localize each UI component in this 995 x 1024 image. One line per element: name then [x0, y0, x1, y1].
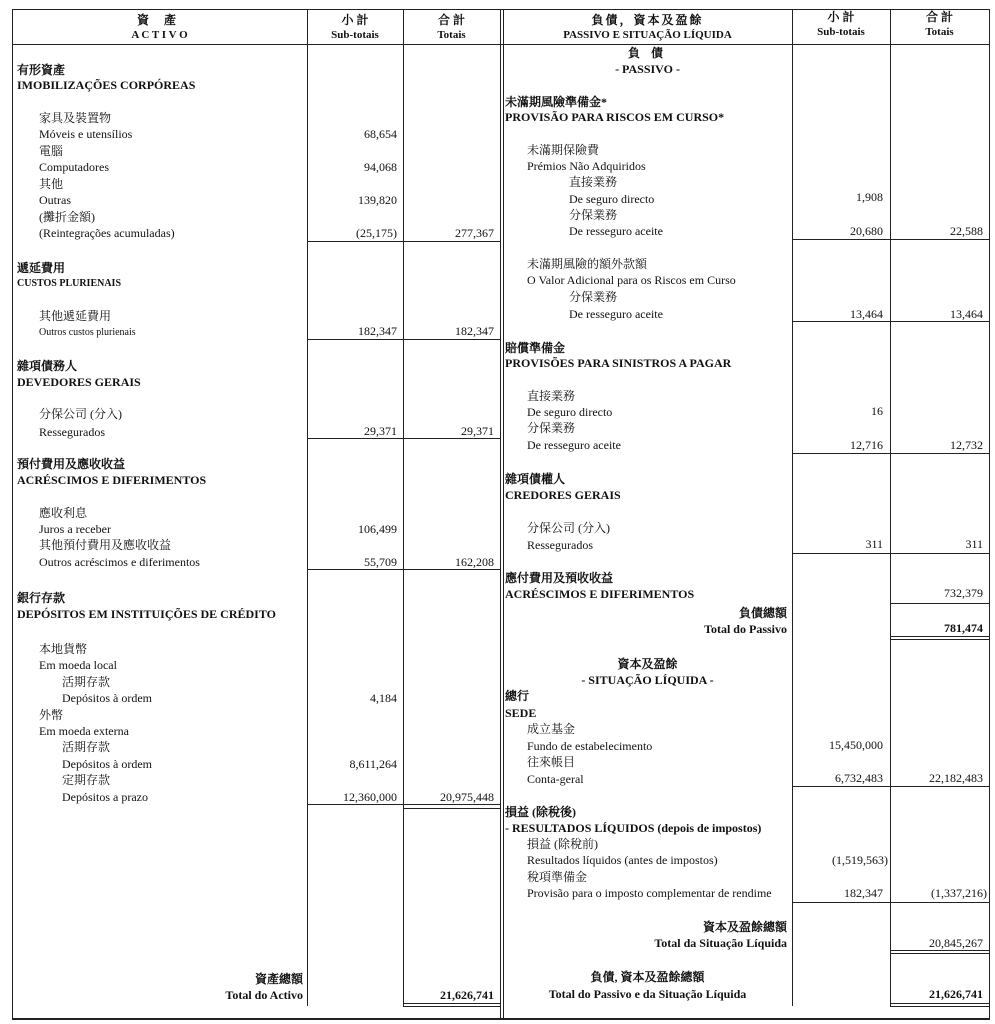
direct-1-zh: 直接業務: [569, 175, 618, 189]
demand-deposit-foreign-pt: Depósitos à ordem: [62, 757, 152, 771]
net-results-pt: - RESULTADOS LÍQUIDOS (depois de impostos): [505, 821, 762, 835]
furniture-pt: Móveis e utensílios: [39, 127, 133, 141]
sep: [792, 786, 989, 787]
net-results-total: (1,337,216): [931, 886, 987, 900]
depreciation-pt: (Reintegrações acumuladas): [39, 226, 175, 240]
establishment-fund-pt: Fundo de estabelecimento: [527, 739, 653, 753]
direct-3-zh: 直接業務: [527, 389, 576, 403]
creditors-reinsured-zh: 分保公司 (分入): [527, 521, 610, 535]
header-tot-zh-left: 合 計: [437, 13, 465, 27]
creditors-total: 311: [965, 537, 983, 551]
tax-provision-zh: 稅項準備金: [527, 870, 588, 884]
interest-zh: 應收利息: [39, 506, 88, 520]
interest-sub: 106,499: [358, 522, 397, 536]
total-assets-zh: 資產總額: [254, 972, 303, 986]
demand-deposit-local-zh: 活期存款: [62, 675, 111, 689]
sep: [403, 1006, 500, 1007]
center-divider-2: [503, 9, 504, 1019]
bank-deposits-total: 20,975,448: [440, 790, 494, 804]
net-results-zh: 損益 (除稅後): [505, 805, 576, 819]
border-left: [12, 9, 13, 1019]
header-tot-pt-right: Totais: [925, 26, 954, 38]
pretax-results-zh: 損益 (除稅前): [527, 837, 598, 851]
sep: [403, 808, 500, 809]
border-right: [989, 9, 990, 1019]
local-currency-pt: Em moeda local: [39, 658, 117, 672]
unexpired-risk-pt: PROVISÃO PARA RISCOS EM CURSO*: [505, 110, 725, 124]
time-deposit-sub: 12,360,000: [343, 790, 397, 804]
accepted-3-zh: 分保業務: [527, 421, 576, 435]
liabilities-zh: 負 債: [627, 46, 667, 60]
foreign-currency-pt: Em moeda externa: [39, 724, 129, 738]
accepted-2-sub: 13,464: [850, 307, 883, 321]
head-office-pt: SEDE: [505, 706, 537, 720]
accepted-2-zh: 分保業務: [569, 290, 618, 304]
sep: [890, 639, 989, 640]
header-assets-pt: A C T I V O: [131, 29, 188, 41]
sep: [890, 1003, 989, 1004]
accepted-3-pt: De resseguro aceite: [527, 438, 621, 452]
debtors-zh: 雜項債務人: [17, 359, 78, 373]
claims-pt: PROVISÕES PARA SINISTROS A PAGAR: [505, 356, 732, 370]
reinsured-pt: Ressegurados: [39, 425, 105, 439]
sep: [307, 339, 500, 340]
depreciation-sub: (25,175): [356, 226, 397, 240]
claims-total: 12,732: [950, 438, 983, 452]
bank-deposits-zh: 銀行存款: [17, 591, 66, 605]
left-col-sub: [307, 9, 308, 1006]
furniture-sub: 68,654: [364, 127, 397, 141]
sep: [307, 438, 500, 439]
grand-total-zh: 負債, 資本及盈餘總額: [590, 970, 705, 984]
accepted-1-zh: 分保業務: [569, 208, 618, 222]
other-accruals-sub: 55,709: [364, 555, 397, 569]
header-tot-zh-right: 合 計: [925, 10, 953, 24]
header-sub-zh-right: 小 計: [827, 10, 855, 24]
accruals-total: 162,208: [455, 555, 494, 569]
grand-total-pt: Total do Passivo e da Situação Líquida: [548, 987, 747, 1001]
debtors-total: 29,371: [461, 424, 494, 438]
local-currency-zh: 本地貨幣: [39, 642, 88, 656]
header-sub-pt-right: Sub-totais: [817, 26, 865, 38]
unexpired-risk-total: 22,588: [950, 224, 983, 238]
other-accruals-pt: Outros acréscimos e diferimentos: [39, 555, 200, 569]
total-equity-pt: Total da Situação Líquida: [654, 936, 787, 950]
current-account-pt: Conta-geral: [527, 772, 584, 786]
accrued-liab-pt: ACRÉSCIMOS E DIFERIMENTOS: [505, 587, 695, 601]
header-sub-zh-left: 小 計: [341, 13, 369, 27]
accrued-liab-zh: 應付費用及預收收益: [505, 571, 614, 585]
header-sub-pt-left: Sub-totais: [331, 29, 379, 41]
other-zh: 其他: [39, 177, 64, 191]
reinsured-zh: 分保公司 (分入): [39, 407, 122, 421]
computers-pt: Computadores: [39, 160, 109, 174]
reinsured-sub: 29,371: [364, 424, 397, 438]
creditors-pt: CREDORES GERAIS: [505, 488, 621, 502]
time-deposit-zh: 定期存款: [62, 773, 111, 787]
depreciation-zh: (攤折金額): [39, 210, 95, 224]
computers-sub: 94,068: [364, 160, 397, 174]
unexpired-risk-zh: 未滿期風險準備金*: [505, 95, 608, 109]
establishment-fund-sub: 15,450,000: [829, 738, 883, 752]
sep: [890, 953, 989, 954]
deferred-pt: CUSTOS PLURIENAIS: [17, 278, 122, 289]
unearned-premiums-zh: 未滿期保險費: [527, 143, 600, 157]
other-sub: 139,820: [358, 193, 397, 207]
total-liabilities-zh: 負債總額: [738, 606, 787, 620]
right-col-tot: [890, 9, 891, 1006]
additional-risk-total: 13,464: [950, 307, 983, 321]
demand-deposit-foreign-sub: 8,611,264: [349, 757, 397, 771]
direct-3-sub: 16: [871, 404, 883, 418]
sep: [403, 1003, 500, 1004]
additional-risk-zh: 未滿期風險的額外款額: [527, 257, 648, 271]
demand-deposit-local-pt: Depósitos à ordem: [62, 691, 152, 705]
center-divider: [500, 9, 501, 1019]
fixed-assets-pt: IMOBILIZAÇÕES CORPÓREAS: [17, 78, 196, 92]
total-assets-pt: Total do Activo: [225, 988, 303, 1002]
accruals-zh: 預付費用及應收收益: [17, 457, 126, 471]
creditors-reinsured-pt: Ressegurados: [527, 538, 593, 552]
sep: [792, 239, 989, 240]
pretax-results-pt: Resultados líquidos (antes de impostos): [527, 853, 718, 867]
accrued-liab-total: 732,379: [944, 586, 983, 600]
direct-1-sub: 1,908: [856, 190, 883, 204]
deferred-zh: 遞延費用: [17, 261, 66, 275]
bank-deposits-pt: DEPÓSITOS EM INSTITUIÇÕES DE CRÉDITO: [17, 607, 276, 621]
demand-deposit-foreign-zh: 活期存款: [62, 740, 111, 754]
sep: [890, 603, 989, 604]
left-col-tot: [403, 9, 404, 1006]
total-equity-zh: 資本及盈餘總額: [702, 920, 787, 934]
sep: [890, 636, 989, 637]
liabilities-pt: - PASSIVO -: [615, 62, 680, 76]
interest-pt: Juros a receber: [39, 522, 111, 536]
bottom-border: [12, 1018, 990, 1020]
current-account-zh: 往來帳目: [527, 755, 576, 769]
other-deferred-zh: 其他遞延費用: [39, 309, 112, 323]
sep: [307, 241, 500, 242]
claims-zh: 賠償準備金: [505, 341, 566, 355]
sep: [792, 902, 989, 903]
additional-risk-pt: O Valor Adicional para os Riscos em Curso: [527, 273, 736, 287]
creditors-reinsured-sub: 311: [865, 537, 883, 551]
establishment-fund-zh: 成立基金: [527, 722, 576, 736]
sep: [792, 321, 989, 322]
debtors-pt: DEVEDORES GERAIS: [17, 375, 141, 389]
head-office-zh: 總行: [505, 689, 530, 703]
accepted-1-sub: 20,680: [850, 224, 883, 238]
head-office-total: 22,182,483: [929, 771, 983, 785]
other-pt: Outras: [39, 193, 71, 207]
time-deposit-pt: Depósitos a prazo: [62, 790, 148, 804]
furniture-zh: 家具及裝置物: [39, 111, 112, 125]
header-liab-zh: 負債，資本及盈餘: [591, 13, 704, 27]
total-liabilities-pt: Total do Passivo: [704, 622, 787, 636]
total-liabilities: 781,474: [944, 621, 983, 635]
other-deferred-sub: 182,347: [358, 324, 397, 338]
accruals-pt: ACRÉSCIMOS E DIFERIMENTOS: [17, 473, 207, 487]
other-deferred-pt: Outros custos plurienais: [39, 327, 136, 338]
other-accruals-zh: 其他預付費用及應收收益: [39, 538, 172, 552]
grand-total: 21,626,741: [929, 987, 983, 1001]
total-assets: 21,626,741: [440, 988, 494, 1002]
direct-1-pt: De seguro directo: [569, 192, 655, 206]
tax-provision-pt: Provisão para o imposto complementar de rendime: [527, 886, 772, 900]
pretax-results-sub: (1,519,563): [832, 853, 888, 867]
tax-provision-sub: 182,347: [844, 886, 883, 900]
foreign-currency-zh: 外幣: [39, 708, 64, 722]
computers-zh: 電腦: [39, 144, 64, 158]
sep: [307, 804, 500, 805]
header-liab-pt: PASSIVO E SITUAÇÃO LÍQUIDA: [563, 29, 732, 41]
fixed-assets-total: 277,367: [455, 226, 494, 240]
accepted-1-pt: De resseguro aceite: [569, 224, 663, 238]
accepted-3-sub: 12,716: [850, 438, 883, 452]
sep: [792, 453, 989, 454]
sep: [890, 1006, 989, 1007]
accepted-2-pt: De resseguro aceite: [569, 307, 663, 321]
direct-3-pt: De seguro directo: [527, 405, 613, 419]
current-account-sub: 6,732,483: [835, 771, 883, 785]
sep: [307, 569, 500, 570]
sep: [890, 950, 989, 951]
total-equity: 20,845,267: [929, 936, 983, 950]
equity-zh: 資本及盈餘: [617, 657, 678, 671]
demand-deposit-local-sub: 4,184: [370, 691, 397, 705]
sep: [792, 553, 989, 554]
equity-pt: - SITUAÇÃO LÍQUIDA -: [581, 673, 714, 687]
unearned-premiums-pt: Prémios Não Adquiridos: [527, 159, 646, 173]
fixed-assets-zh: 有形資產: [17, 63, 66, 77]
header-divider: [12, 44, 990, 45]
creditors-zh: 雜項債權人: [505, 472, 566, 486]
header-tot-pt-left: Totais: [437, 29, 466, 41]
header-assets-zh: 資 產: [136, 13, 182, 27]
deferred-total: 182,347: [455, 324, 494, 338]
